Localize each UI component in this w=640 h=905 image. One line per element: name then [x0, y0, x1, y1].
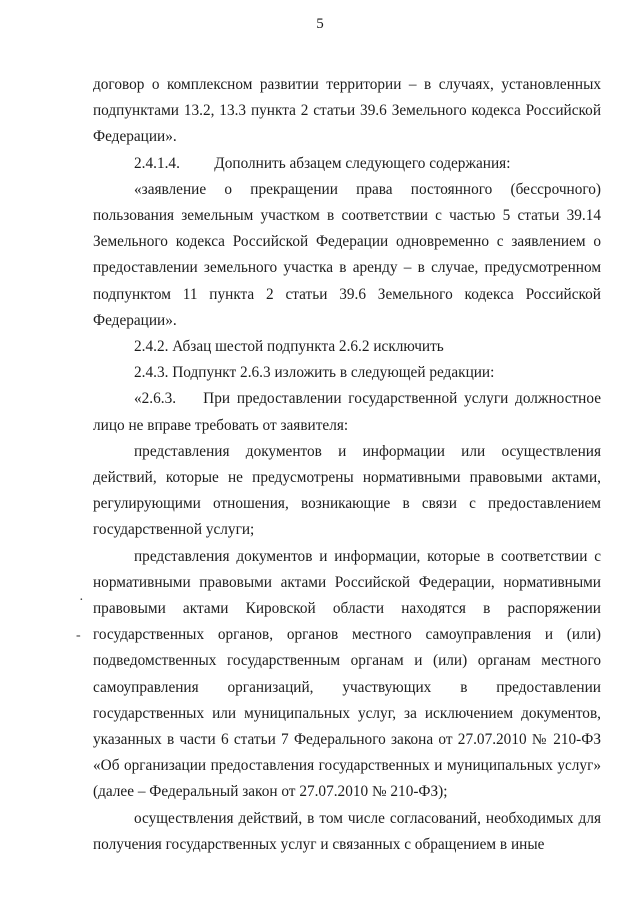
- paragraph-list-item: осуществления действий, в том числе согласований, необходимых для получения государственных услуг и связанных с обращением в иные: [93, 809, 601, 853]
- document-body: [93, 72, 605, 858]
- paragraph-quote-statement: «заявление о прекращении права постоянного (бессрочного) пользования земельным участком в соответствии с частью 5 статьи 39.14 Земельного кодекса Российской Федерации одновременно с заявлением о предоставлении земельного участка в аренду – в случае, предусмотренном подпунктом 11 пункта 2 статьи 39.6 Земельного кодекса Российской Федерации».: [93, 180, 601, 329]
- margin-mark: -: [76, 628, 81, 643]
- margin-mark: ·: [79, 593, 84, 608]
- paragraph-continuation: договор о комплексном развитии территории – в случаях, установленных подпунктами 13.2, 13.3 пункта 2 статьи 39.6 Земельного кодекса Российской Федерации».: [93, 76, 601, 146]
- paragraph-list-item: представления документов и информации или осуществления действий, которые не предусмотрены нормативными правовыми актами, регулирующими отношения, возникающие в связи с предоставлением государственной услуги;: [93, 442, 601, 539]
- paragraph-item-2-4-1-4: 2.4.1.4. Дополнить абзацем следующего содержания:: [134, 154, 511, 172]
- page-number: 5: [316, 16, 324, 32]
- paragraph-item-2-4-2: 2.4.2. Абзац шестой подпункта 2.6.2 исключить: [134, 338, 444, 356]
- paragraph-list-item: представления документов и информации, которые в соответствии с нормативными правовыми актами Российской Федерации, нормативными правовыми актами Кировской области находятся в распоряжении государственных органов, органов местного самоуправления и (или) подведомственных государственным органам и (или) органам местного самоуправления организаций, участвующих в предоставлении государственных или муниципальных услуг, за исключением документов, указанных в части 6 статьи 7 Федерального закона от 27.07.2010 № 210-ФЗ «Об организации предоставления государственных и муниципальных услуг» (далее – Федеральный закон от 27.07.2010 № 210-ФЗ);: [93, 547, 601, 801]
- paragraph-item-2-4-3: 2.4.3. Подпункт 2.6.3 изложить в следующей редакции:: [134, 364, 495, 382]
- paragraph-item-2-6-3: «2.6.3. При предоставлении государственной услуги должностное лицо не вправе требовать от заявителя:: [93, 390, 605, 434]
